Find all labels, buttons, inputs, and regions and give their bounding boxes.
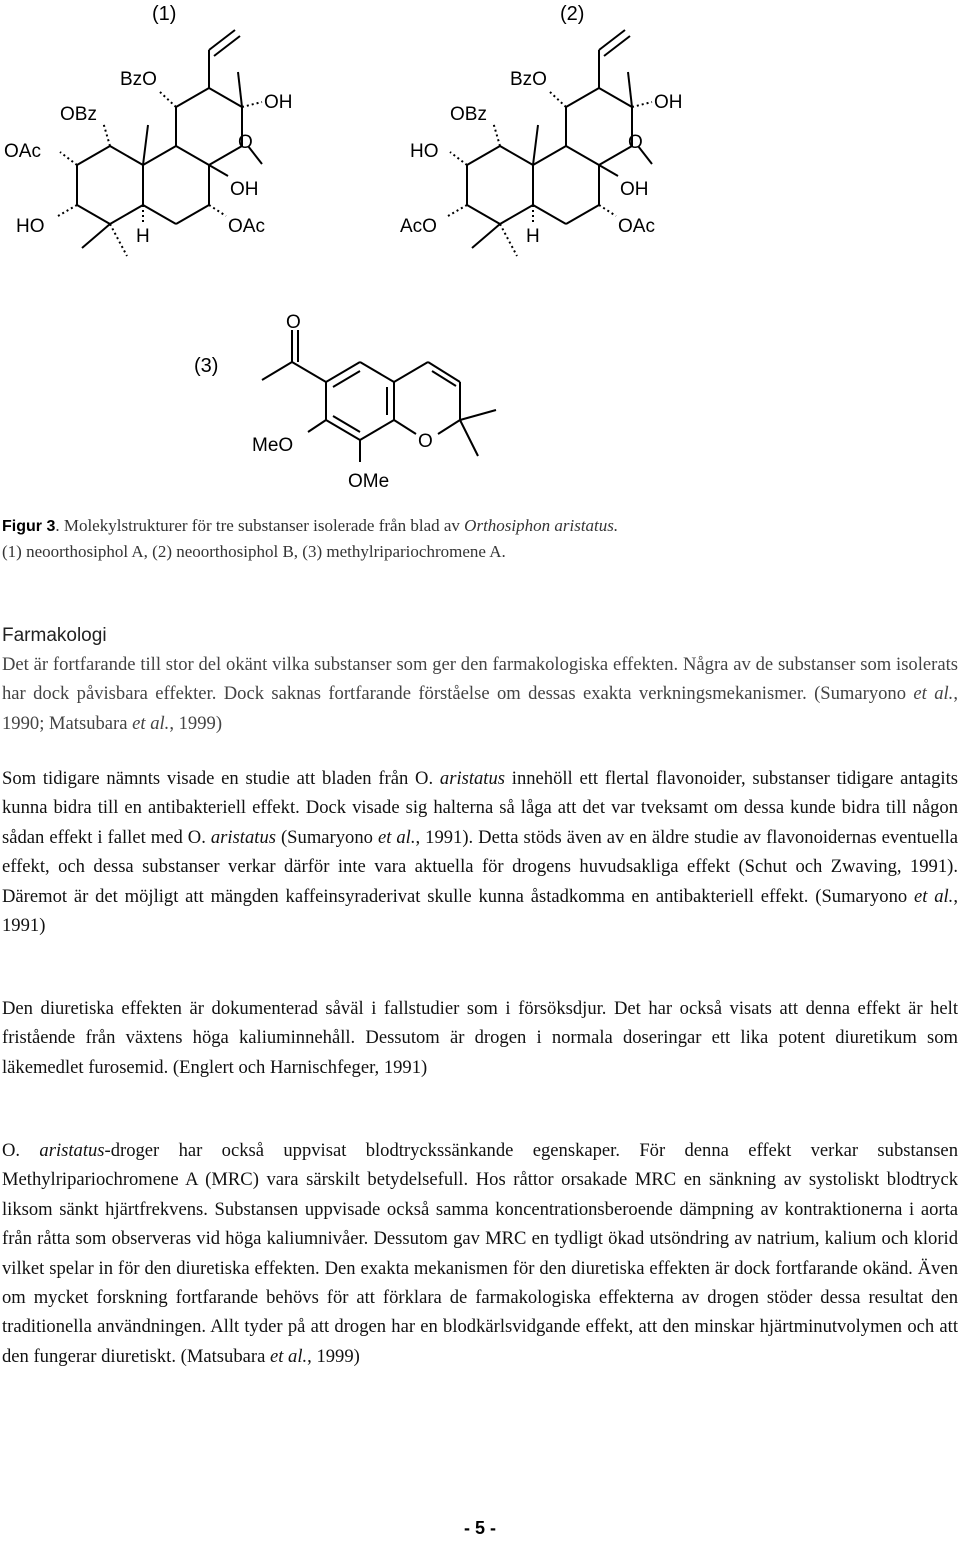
- p2-species: aristatus: [210, 826, 276, 848]
- p1-text: Det är fortfarande till stor del okänt vilka substanser som ger den farmakologiska effekten. Några av de substanser som isolerats har dock påvisbara effekter. Dock saknas fortfarande förståelse om dessas exakta verkningsmekanismer. (Sumaryono: [2, 654, 958, 705]
- atom-obz: OBz: [60, 104, 97, 125]
- p2-etal: et al.: [913, 885, 954, 907]
- p1-etal: et al.: [132, 712, 170, 734]
- page-number: - 5 -: [463, 1518, 496, 1538]
- atom-meo: MeO: [252, 435, 294, 456]
- atom-oh: OH: [620, 179, 649, 200]
- paragraph-2: [2, 764, 958, 940]
- paragraph-4: [2, 1136, 958, 1371]
- atom-oh: OH: [264, 92, 293, 113]
- caption-label: Figur 3: [2, 518, 56, 535]
- atom-oh: OH: [654, 92, 683, 113]
- atom-obz: OBz: [450, 104, 487, 125]
- atom-bzo: BzO: [120, 69, 157, 90]
- atom-oac: OAc: [618, 216, 655, 237]
- p4-species: aristatus: [39, 1140, 105, 1161]
- atom-o: O: [628, 132, 643, 153]
- atom-o: O: [286, 312, 301, 333]
- p1-text: , 1990; Matsubara: [2, 683, 958, 734]
- p4-text: , 1999): [307, 1345, 360, 1367]
- caption-text: . Molekylstrukturer för tre substanser isolerade från blad av: [55, 516, 465, 535]
- caption-line-1: [2, 513, 958, 539]
- section-heading-block: [2, 621, 958, 650]
- atom-ome: OMe: [348, 471, 390, 492]
- atom-o: O: [418, 431, 433, 452]
- p2-text: (Sumaryono: [275, 826, 378, 848]
- compound-2-label: (2): [560, 3, 585, 25]
- atom-oac: OAc: [228, 216, 265, 237]
- p1-etal: et al.: [913, 683, 954, 705]
- atom-bzo: BzO: [510, 69, 547, 90]
- caption-species: Orthosiphon aristatus.: [464, 516, 619, 535]
- atom-oac: OAc: [4, 141, 41, 162]
- paragraph-3: [2, 994, 958, 1082]
- p2-etal: et al.: [377, 826, 416, 848]
- atom-ho: HO: [16, 216, 45, 237]
- paragraph-1: [2, 650, 958, 738]
- p2-text: Som tidigare nämnts visade en studie att bladen från O.: [2, 768, 440, 789]
- atom-oh: OH: [230, 179, 259, 200]
- p2-text: , 1991). Detta stöds även av en äldre studie av flavonoidernas eventuella effekt, och dessa substanser verkar därför inte vara aktuella för drogens huvudsakliga effekt (Schut och Zwaving, 1991). Däremot är det möjligt att mängden kaffeinsyraderivat skulle kunna åstadkomma en antibakteriell effekt. (Sumaryono: [2, 826, 958, 907]
- atom-ho: HO: [410, 141, 439, 162]
- p1-text: , 1999): [169, 712, 223, 734]
- p4-etal: et al.: [269, 1345, 308, 1367]
- compound-3-label: (3): [194, 355, 219, 377]
- p4-text: -droger har också uppvisat blodtryckssänkande egenskaper. För denna effekt verkar substansen Methylripariochromene A (MRC) vara särskilt betydelsefull. Hos råttor orsakade MRC en sänkning av systoliskt blodtryck liksom sänkt hjärtfrekvens. Substansen uppvisade också samma koncentrationsberoende dämpning av kontraktionerna i aorta från råtta som observeras vid höga kaliumnivåer. Dessutom gav MRC en tydligt ökad utsöndring av natrium, kalium och klorid vilket spelar in för den diuretiska effekten. Den exakta mekanismen för den diuretiska effekten är dock fortfarande okänd. Även om mycket forskning fortfarande behövs för att förklara de farmakologiska effekterna av drogen stöder dessa resultat den traditionella användningen. Allt tyder på att drogen har en blodkärlsvidgande effekt, att den minskar hjärtminutvolymen och att den fungerar diuretiskt. (Matsubara: [2, 1140, 958, 1367]
- p4-text: O.: [2, 1140, 40, 1161]
- molecule-figure: [0, 0, 960, 500]
- compound-1-label: (1): [152, 3, 177, 25]
- compound-3-structure: [262, 330, 496, 462]
- p2-text: innehöll ett flertal flavonoider, substanser tidigare antagits kunna bidra till en antibakteriell effekt. Dock visade sig halterna så låga att det var tveksamt om dessa kunde bidra till någon sådan effekt i fallet med O.: [2, 768, 958, 848]
- atom-h: H: [136, 226, 150, 247]
- caption-line-2: (1) neoorthosiphol A, (2) neoorthosiphol B, (3) methylripariochromene A.: [2, 542, 506, 561]
- section-heading: Farmakologi: [2, 625, 107, 646]
- atom-o: O: [238, 132, 253, 153]
- atom-h: H: [526, 226, 540, 247]
- figure-caption: [2, 513, 958, 564]
- atom-aco: AcO: [400, 216, 437, 237]
- p2-text: , 1991): [2, 885, 958, 937]
- p2-species: aristatus: [439, 768, 506, 789]
- p3-text: Den diuretiska effekten är dokumenterad såväl i fallstudier som i försöksdjur. Det har också visats att denna effekt är helt fristående från växtens höga kaliuminnehåll. Dessutom är drogen i normala doseringar ett lika potent diuretikum som läkemedlet furosemid. (Englert och Harnischfeger, 1991): [2, 998, 958, 1078]
